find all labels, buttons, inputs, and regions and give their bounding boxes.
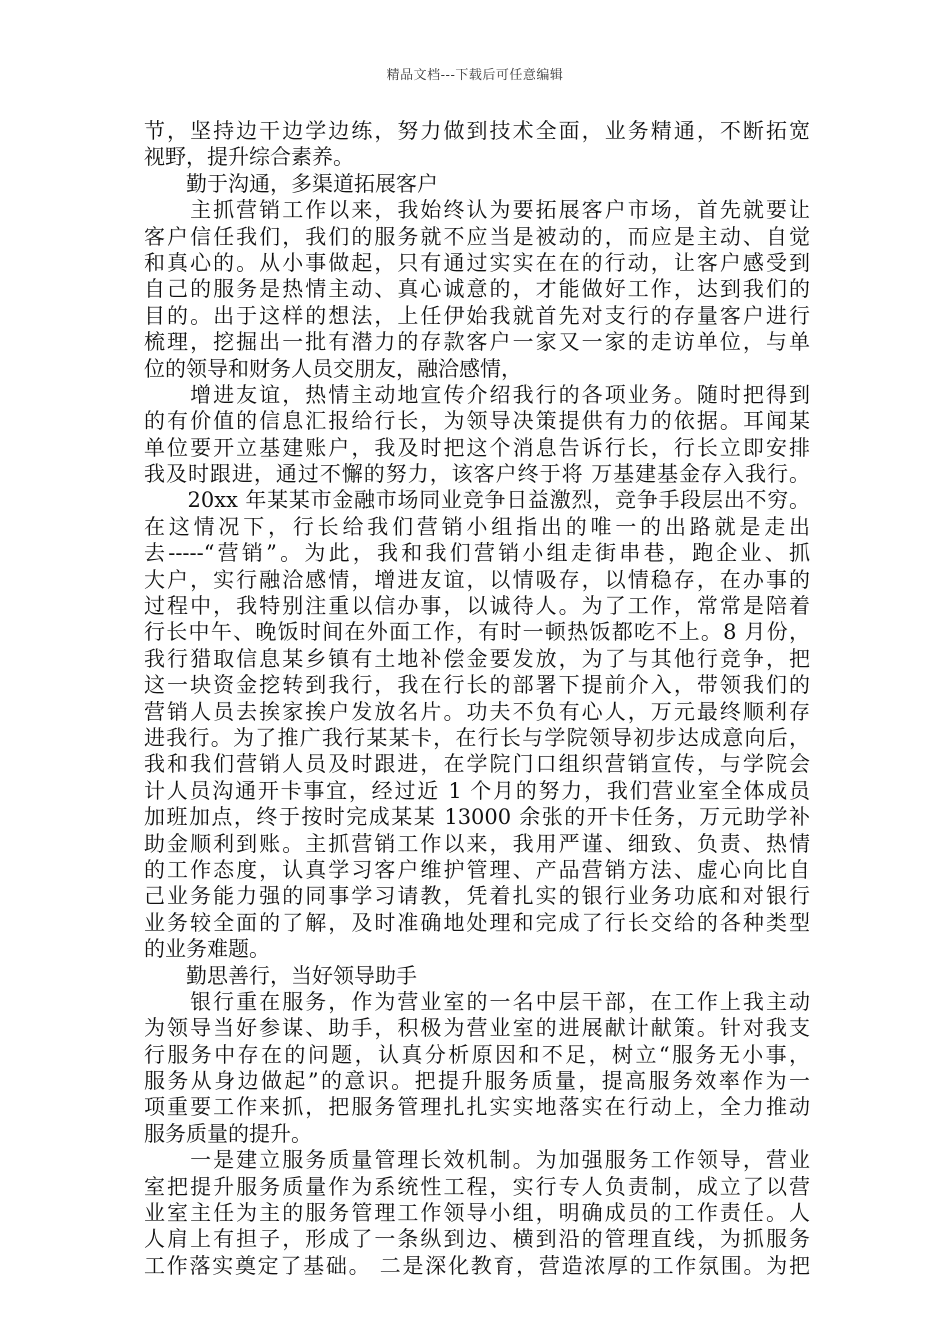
text-line: 项重要工作来抓，把服务管理扎扎实实地落实在行动上，全力推动: [144, 1095, 810, 1120]
text-line: 梳理，挖掘出一批有潜力的存款客户一家又一家的走访单位，与单: [144, 330, 810, 355]
text-line: 的有价值的信息汇报给行长，为领导决策提供有力的依据。耳闻某: [144, 409, 810, 434]
text-line: 目的。出于这样的想法，上任伊始我就首先对支行的存量客户进行: [144, 303, 810, 328]
text-line: 勤于沟通，多渠道拓展客户: [144, 171, 438, 196]
text-line: 和真心的。从小事做起，只有通过实实在在的行动，让客户感受到: [144, 250, 810, 275]
text-line: 加班加点，终于按时完成某某 13000 余张的开卡任务，万元助学补: [144, 805, 810, 830]
text-line: 的业务难题。: [144, 937, 270, 962]
text-line: 服务质量的提升。: [144, 1121, 312, 1146]
text-line: 过程中，我特别注重以信办事，以诚待人。为了工作，常常是陪着: [144, 594, 810, 619]
text-line: 自己的服务是热情主动、真心诚意的，才能做好工作，达到我们的: [144, 277, 810, 302]
text-line: 营销人员去挨家挨户发放名片。功夫不负有心人，万元最终顺利存: [144, 699, 810, 724]
document-body: [144, 118, 810, 1279]
page-header: 精品文档---下载后可任意编辑: [386, 68, 564, 83]
text-line: 视野，提升综合素养。: [144, 145, 354, 170]
text-line: 行服务中存在的问题，认真分析原因和不足，树立“服务无小事，: [144, 1042, 810, 1067]
text-line: 我和我们营销人员及时跟进，在学院门口组织营销宣传，与学院会: [144, 752, 810, 777]
text-line: 单位要开立基建账户，我及时把这个消息告诉行长，行长立即安排: [144, 435, 810, 460]
text-line: 的工作态度，认真学习客户维护管理、产品营销方法、虚心向比自: [144, 857, 810, 882]
text-line: 大户，实行融洽感情，增进友谊，以情吸存，以情稳存，在办事的: [144, 567, 810, 592]
text-line: 业室主任为主的服务管理工作领导小组，明确成员的工作责任。人: [144, 1201, 810, 1226]
text-line: 助金顺利到账。主抓营销工作以来，我用严谨、细致、负责、热情: [144, 831, 810, 856]
text-line: 服务从身边做起”的意识。把提升服务质量，提高服务效率作为一: [144, 1069, 810, 1094]
text-line: 节，坚持边干边学边练，努力做到技术全面，业务精通，不断拓宽: [144, 119, 810, 143]
text-line: 位的领导和财务人员交朋友，融洽感情，: [144, 356, 522, 381]
text-line: 工作落实奠定了基础。 二是深化教育，营造浓厚的工作氛围。为把: [144, 1253, 810, 1278]
text-line: 行长中午、晚饭时间在外面工作，有时一顿热饭都吃不上。8 月份，: [144, 620, 810, 645]
text-line: 去-----“营销”。为此，我和我们营销小组走街串巷，跑企业、抓: [144, 541, 810, 566]
text-line: 主抓营销工作以来，我始终认为要拓展客户市场，首先就要让: [144, 198, 810, 223]
text-line: 勤思善行，当好领导助手: [144, 963, 417, 988]
text-line: 客户信任我们，我们的服务就不应当是被动的，而应是主动、自觉: [144, 224, 810, 249]
text-line: 增进友谊，热情主动地宣传介绍我行的各项业务。随时把得到: [144, 382, 810, 407]
text-line: 我及时跟进，通过不懈的努力，该客户终于将 万基建基金存入我行。: [144, 462, 810, 487]
text-line: 20xx 年某某市金融市场同业竞争日益激烈，竞争手段层出不穷。: [144, 488, 810, 513]
text-line: 这一块资金挖转到我行，我在行长的部署下提前介入，带领我们的: [144, 673, 810, 698]
text-line: 业务较全面的了解，及时准确地处理和完成了行长交给的各种类型: [144, 910, 810, 935]
text-line: 进我行。为了推广我行某某卡，在行长与学院领导初步达成意向后，: [144, 725, 810, 750]
text-line: 我行猎取信息某乡镇有土地补偿金要发放，为了与其他行竞争，把: [144, 646, 810, 671]
text-line: 室把提升服务质量作为系统性工程，实行专人负责制，成立了以营: [144, 1174, 810, 1199]
text-line: 己业务能力强的同事学习请教，凭着扎实的银行业务功底和对银行: [144, 884, 810, 909]
text-line: 一是建立服务质量管理长效机制。为加强服务工作领导，营业: [144, 1148, 810, 1173]
text-line: 计人员沟通开卡事宜，经过近 1 个月的努力，我们营业室全体成员: [144, 778, 810, 803]
text-line: 银行重在服务，作为营业室的一名中层干部，在工作上我主动: [144, 989, 810, 1014]
text-line: 在这情况下，行长给我们营销小组指出的唯一的出路就是走出: [144, 514, 810, 539]
text-line: 为领导当好参谋、助手，积极为营业室的进展献计献策。针对我支: [144, 1016, 810, 1041]
text-line: 人肩上有担子，形成了一条纵到边、横到沿的管理直线，为抓服务: [144, 1227, 810, 1252]
